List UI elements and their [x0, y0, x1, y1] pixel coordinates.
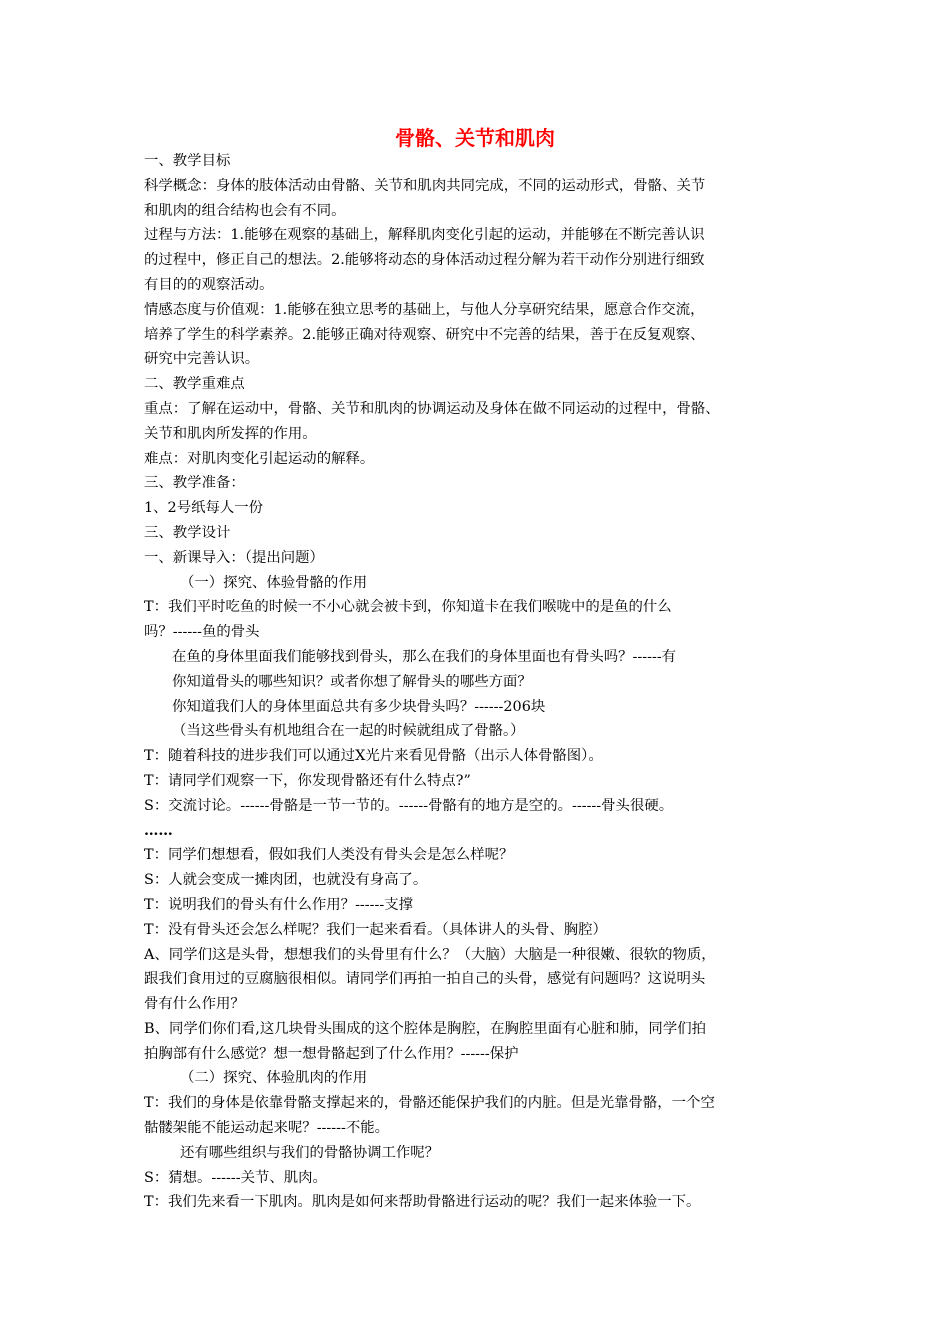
text-line: T：同学们想想看，假如我们人类没有骨头会是怎么样呢？ [144, 847, 514, 864]
document-body [144, 149, 814, 1215]
text-line: 吗？------鱼的骨头 [144, 624, 260, 641]
text-line: （二）探究、体验肌肉的作用 [180, 1070, 368, 1087]
text-line: 情感态度与价值观：1.能够在独立思考的基础上，与他人分享研究结果，愿意合作交流， [144, 301, 705, 318]
text-line: T：说明我们的骨头有什么作用？------支撑 [144, 896, 414, 913]
text-line: S：猜想。------关节、肌肉。 [144, 1169, 327, 1186]
text-line: B、同学们你们看,这几块骨头围成的这个腔体是胸腔，在胸腔里面有心脏和肺，同学们拍 [144, 1020, 706, 1037]
text-line: T：请同学们观察一下，你发现骨骼还有什么特点?” [144, 772, 471, 789]
text-line: （一）探究、体验骨骼的作用 [180, 574, 368, 591]
text-line: A、同学们这是头骨，想想我们的头骨里有什么？（大脑）大脑是一种很嫩、很软的物质， [144, 946, 716, 963]
text-line: T：没有骨头还会怎么样呢？我们一起来看看。（具体讲人的头骨、胸腔） [144, 921, 607, 938]
text-line: 三、教学准备： [144, 475, 245, 492]
text-line: 有目的的观察活动。 [144, 276, 274, 293]
text-line: 拍胸部有什么感觉？想一想骨骼起到了什么作用？------保护 [144, 1045, 519, 1062]
text-line: 和肌肉的组合结构也会有不同。 [144, 202, 346, 219]
text-line: 骷髅架能不能运动起来呢？------不能。 [144, 1120, 390, 1137]
text-line: 科学概念：身体的肢体活动由骨骼、关节和肌肉共同完成，不同的运动形式，骨骼、关节 [144, 177, 706, 194]
text-line: S：人就会变成一摊肉团，也就没有身高了。 [144, 872, 428, 889]
text-line: 培养了学生的科学素养。2.能够正确对待观察、研究中不完善的结果，善于在反复观察、 [144, 326, 705, 343]
text-line: （当这些骨头有机地组合在一起的时候就组成了骨骼。） [172, 723, 525, 740]
text-line: S：交流讨论。------骨骼是一节一节的。------骨骼有的地方是空的。------骨头很硬。 [144, 797, 674, 814]
text-line: …… [144, 821, 173, 839]
text-line: 还有哪些组织与我们的骨骼协调工作呢？ [180, 1144, 440, 1161]
text-line: 一、新课导入：（提出问题） [144, 549, 324, 566]
text-line: 在鱼的身体里面我们能够找到骨头，那么在我们的身体里面也有骨头吗？------有 [172, 648, 677, 665]
text-line: 研究中完善认识。 [144, 351, 260, 368]
text-line: 的过程中，修正自己的想法。2.能够将动态的身体活动过程分解为若干动作分别进行细致 [144, 252, 705, 269]
text-line: T：随着科技的进步我们可以通过X光片来看见骨骼（出示人体骨骼图）。 [144, 748, 603, 765]
text-line: 一、教学目标 [144, 153, 231, 169]
text-line: T：我们先来看一下肌肉。肌肉是如何来帮助骨骼进行运动的呢？我们一起来体验一下。 [144, 1194, 701, 1211]
document-title: 骨骼、关节和肌肉 [395, 126, 555, 150]
text-line: T：我们的身体是依靠骨骼支撑起来的，骨骼还能保护我们的内脏。但是光靠骨骼，一个空 [144, 1095, 715, 1112]
text-line: 关节和肌肉所发挥的作用。 [144, 425, 317, 442]
text-line: 1、2号纸每人一份 [144, 500, 264, 517]
text-line: 你知道骨头的哪些知识？或者你想了解骨头的哪些方面？ [172, 673, 532, 690]
text-line: 重点：了解在运动中，骨骼、关节和肌肉的协调运动及身体在做不同运动的过程中，骨骼、 [144, 400, 720, 417]
text-line: 二、教学重难点 [144, 376, 245, 393]
text-line: 三、教学设计 [144, 524, 231, 541]
text-line: 跟我们食用过的豆腐脑很相似。请同学们再拍一拍自己的头骨，感觉有问题吗？这说明头 [144, 971, 706, 988]
text-line: T：我们平时吃鱼的时候一不小心就会被卡到，你知道卡在我们喉咙中的是鱼的什么 [144, 599, 672, 616]
text-line: 你知道我们人的身体里面总共有多少块骨头吗？------206块 [172, 698, 546, 715]
text-line: 难点：对肌肉变化引起运动的解释。 [144, 450, 375, 467]
text-line: 骨有什么作用？ [144, 996, 245, 1013]
text-line: 过程与方法：1.能够在观察的基础上，解释肌肉变化引起的运动，并能够在不断完善认识 [144, 227, 705, 244]
